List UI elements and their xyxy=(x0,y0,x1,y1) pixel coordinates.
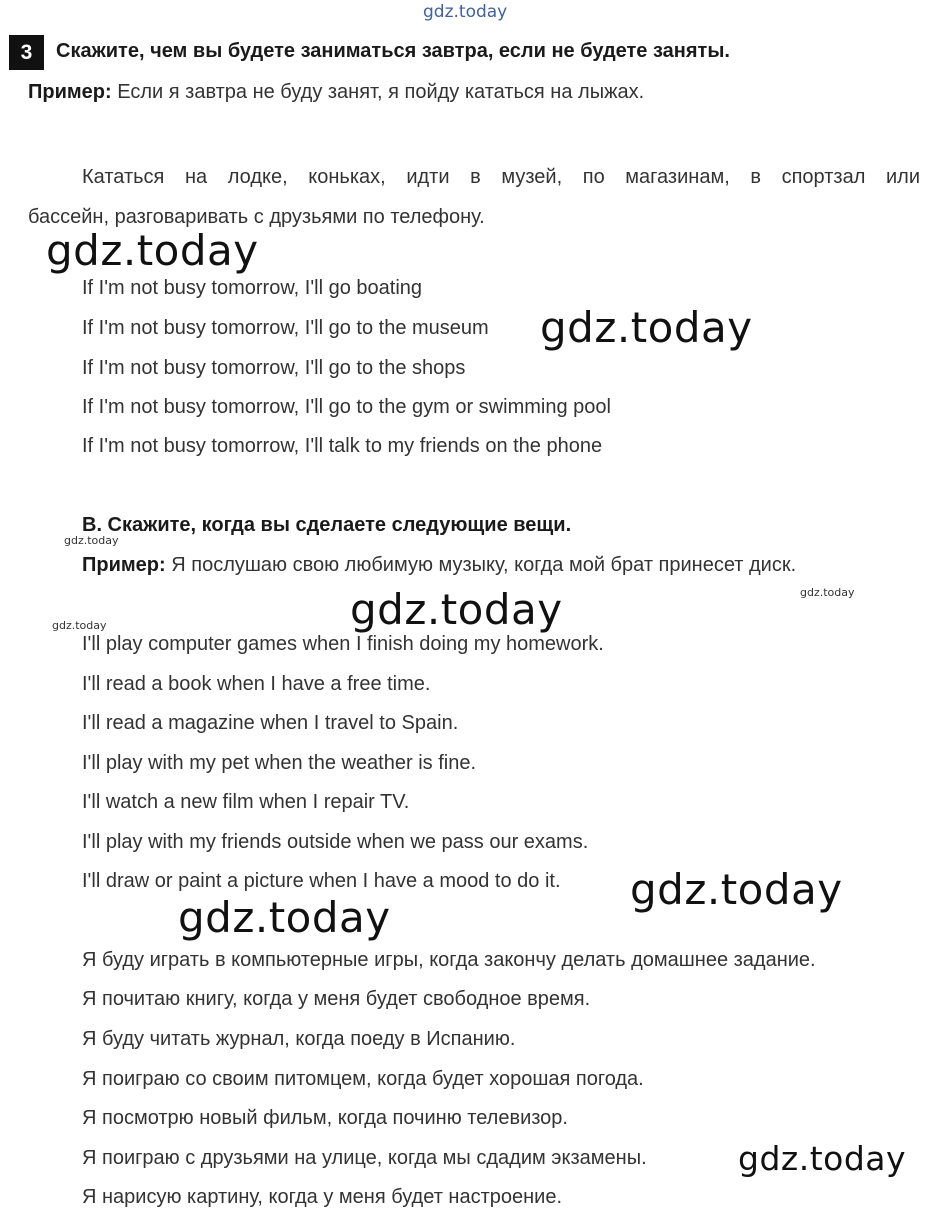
task-number-badge: 3 xyxy=(9,35,44,70)
watermark-top: gdz.today xyxy=(423,2,508,22)
watermark-small: gdz.today xyxy=(800,586,855,599)
answer-line: If I'm not busy tomorrow, I'll go to the gym or swimming pool xyxy=(82,396,611,418)
answer-ru-line: Я почитаю книгу, когда у меня будет свободное время. xyxy=(82,988,591,1010)
prompt-paragraph xyxy=(28,157,920,237)
watermark: gdz.today xyxy=(540,303,753,352)
answer-en-line: I'll read a book when I have a free time. xyxy=(82,673,431,695)
watermark: gdz.today xyxy=(178,893,391,942)
example-text: Если я завтра не буду занят, я пойду кататься на лыжах. xyxy=(111,81,645,103)
prompt-line-2: бассейн, разговаривать с друзьями по телефону. xyxy=(28,206,485,228)
answer-en-line: I'll watch a new film when I repair TV. xyxy=(82,791,410,813)
watermark-small: gdz.today xyxy=(52,619,107,632)
watermark-small: gdz.today xyxy=(64,534,119,547)
watermark: gdz.today xyxy=(46,226,259,275)
answer-line: If I'm not busy tomorrow, I'll go boating xyxy=(82,277,423,299)
watermark: gdz.today xyxy=(738,1139,907,1178)
answer-ru-line: Я поиграю со своим питомцем, когда будет хорошая погода. xyxy=(82,1068,644,1090)
answer-line: If I'm not busy tomorrow, I'll go to the shops xyxy=(82,357,466,379)
example-text: Я послушаю свою любимую музыку, когда мой брат принесет диск. xyxy=(165,554,797,576)
answer-line: If I'm not busy tomorrow, I'll talk to my friends on the phone xyxy=(82,435,603,457)
answer-en-line: I'll play computer games when I finish doing my homework. xyxy=(82,633,604,655)
watermark: gdz.today xyxy=(630,865,843,914)
section-b-example-line xyxy=(82,554,796,577)
answer-en-line: I'll read a magazine when I travel to Spain. xyxy=(82,712,459,734)
answer-line: If I'm not busy tomorrow, I'll go to the museum xyxy=(82,317,489,339)
prompt-line-1: Кататься на лодке, коньках, идти в музей, по магазинам, в спортзал или xyxy=(82,166,920,188)
example-label: Пример: xyxy=(28,81,112,103)
answer-ru-line: Я поиграю с друзьями на улице, когда мы сдадим экзамены. xyxy=(82,1147,647,1169)
example-label: Пример: xyxy=(82,554,166,576)
answer-ru-line: Я буду играть в компьютерные игры, когда закончу делать домашнее задание. xyxy=(82,949,816,971)
answer-en-line: I'll play with my friends outside when we pass our exams. xyxy=(82,831,589,853)
watermark: gdz.today xyxy=(350,585,563,634)
answer-ru-line: Я буду читать журнал, когда поеду в Испанию. xyxy=(82,1028,516,1050)
section-b-heading: B. Скажите, когда вы сделаете следующие вещи. xyxy=(82,514,572,536)
answer-ru-line: Я посмотрю новый фильм, когда починю телевизор. xyxy=(82,1107,568,1129)
example-line xyxy=(28,81,644,104)
task-heading: Скажите, чем вы будете заниматься завтра, если не будете заняты. xyxy=(56,40,730,62)
answer-en-line: I'll play with my pet when the weather is fine. xyxy=(82,752,477,774)
answer-en-line: I'll draw or paint a picture when I have a mood to do it. xyxy=(82,870,561,892)
answer-ru-line: Я нарисую картину, когда у меня будет настроение. xyxy=(82,1186,562,1208)
